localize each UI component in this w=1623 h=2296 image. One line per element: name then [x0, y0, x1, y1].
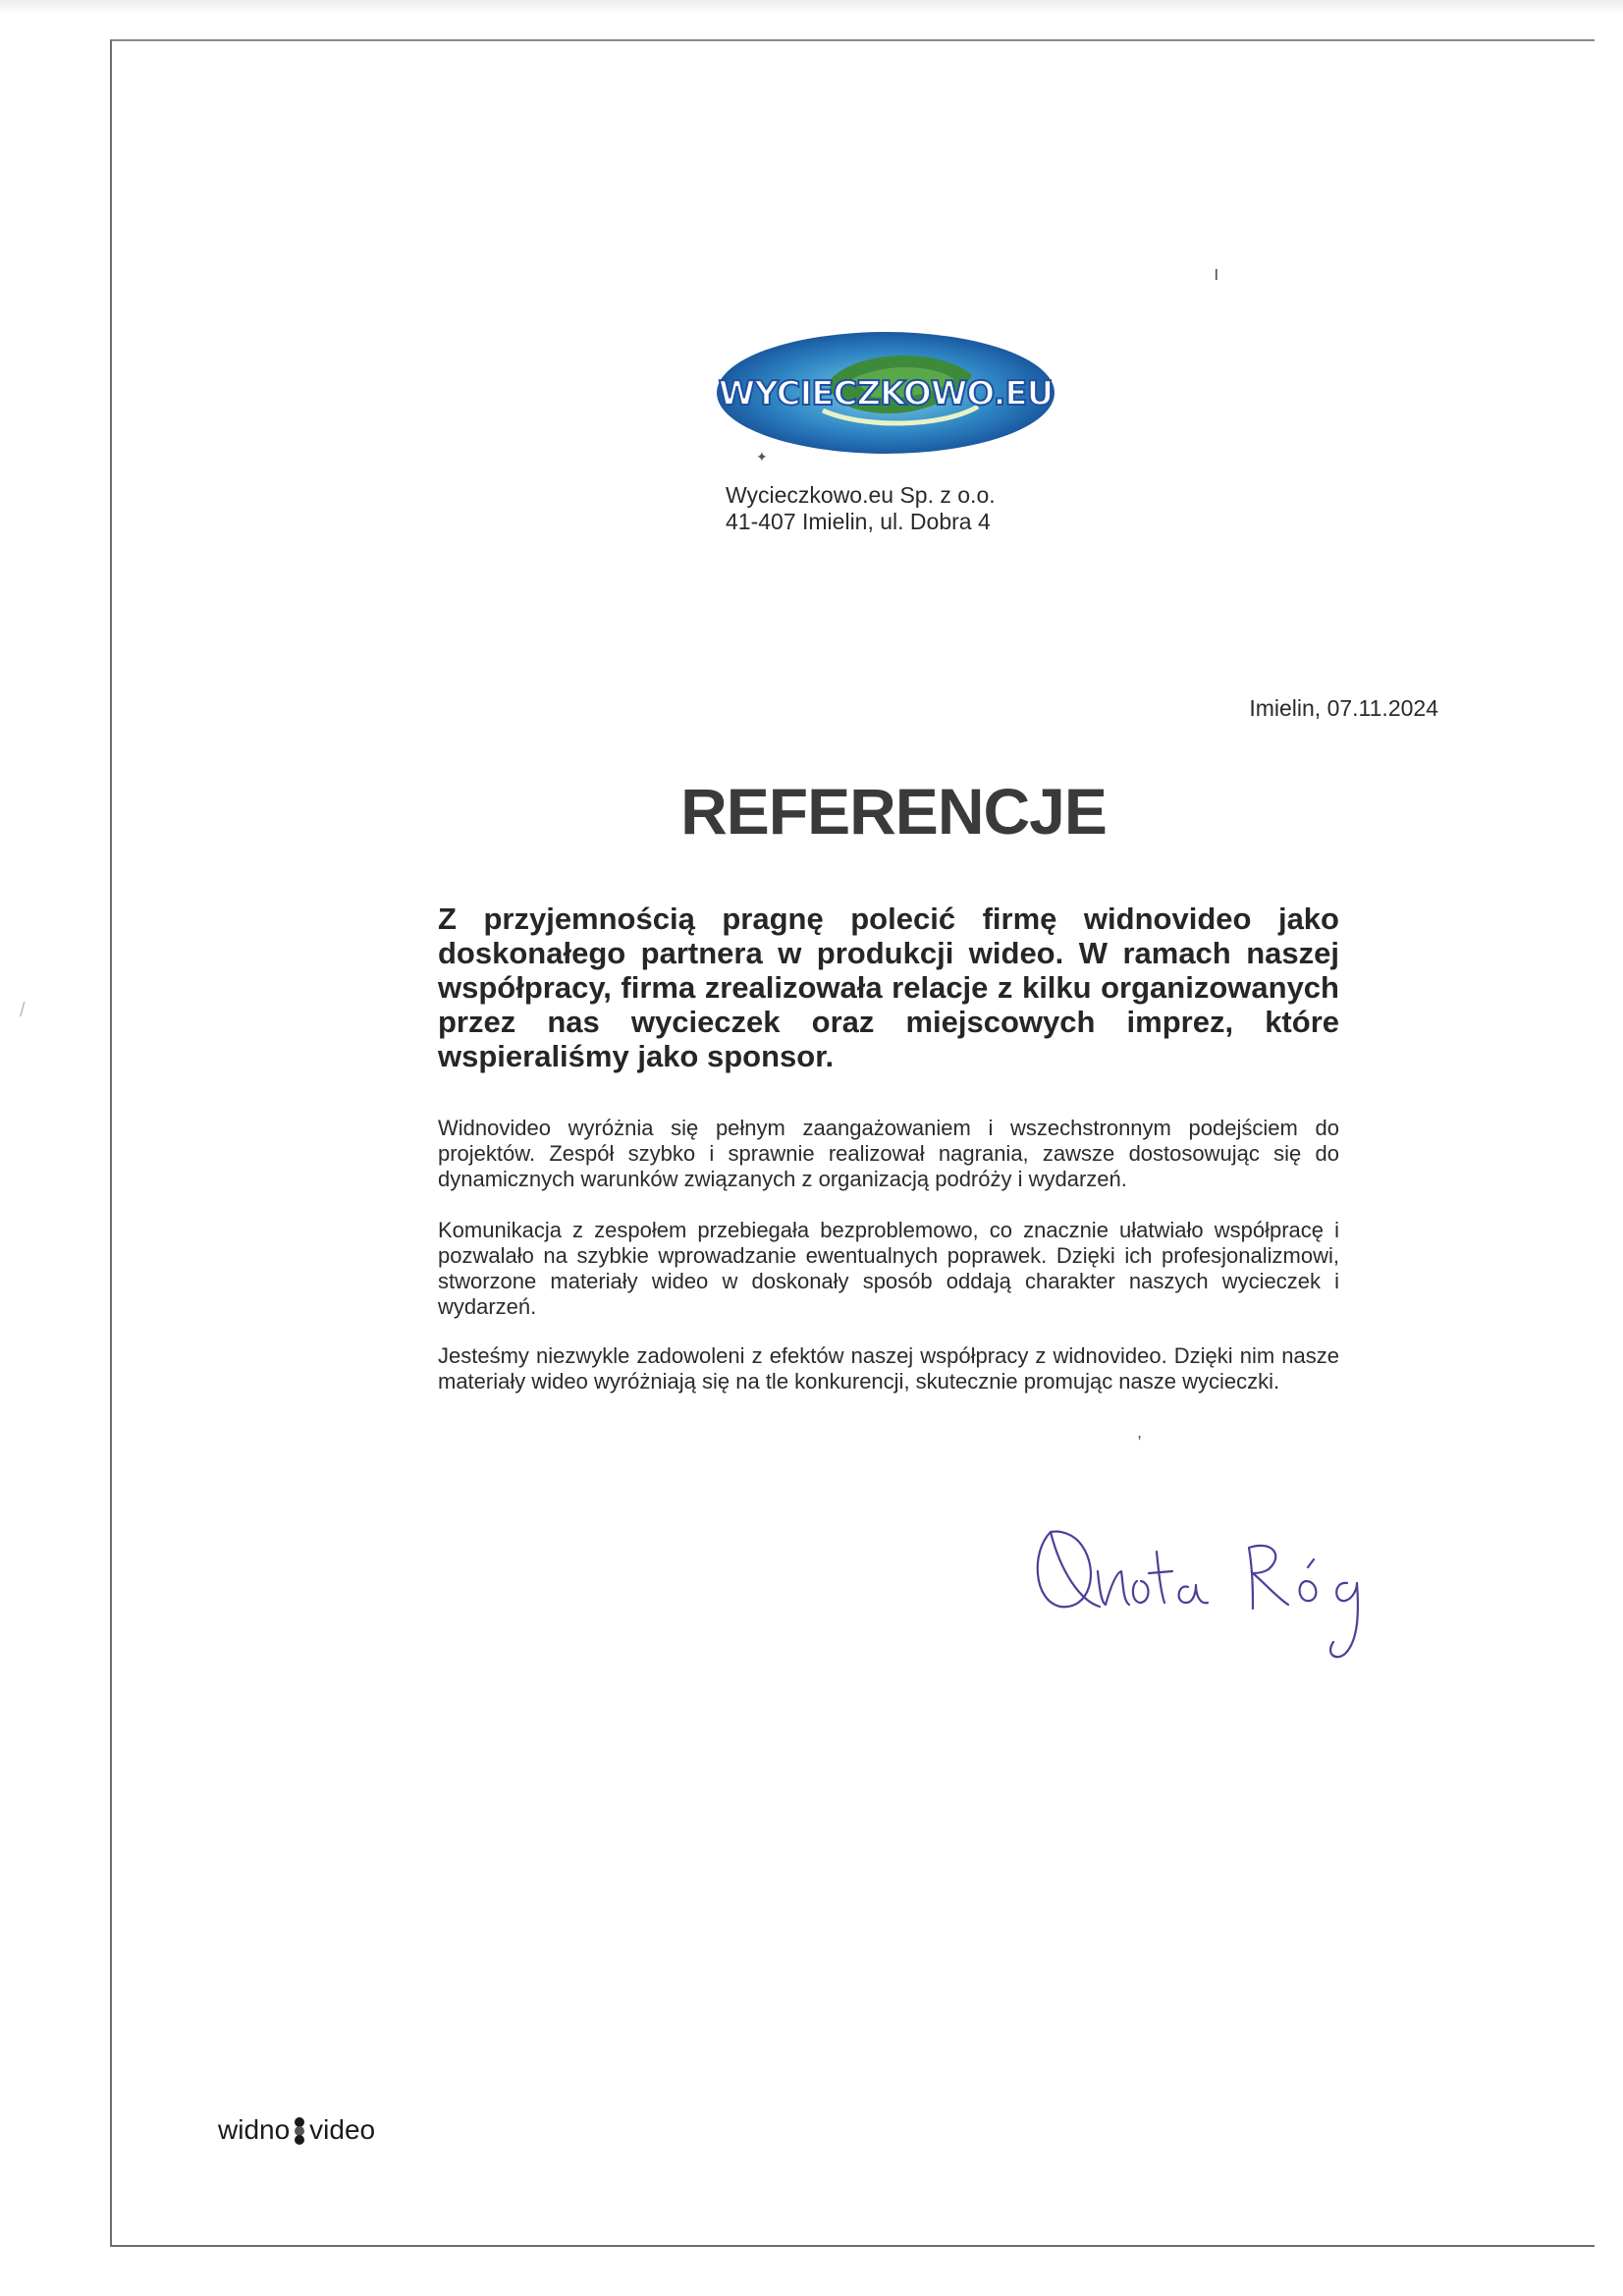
- svg-text:WYCIECZKOWO.EU: WYCIECZKOWO.EU: [718, 374, 1054, 413]
- brand-text-right: video: [309, 2114, 376, 2145]
- company-logo: [715, 330, 1056, 456]
- logo-wordmark: [719, 374, 1053, 413]
- brand-text-left: widno: [218, 2114, 291, 2145]
- document-title: REFERENCJE: [680, 775, 1107, 847]
- handwritten-signature: [1021, 1512, 1394, 1669]
- scan-speck: ı: [1214, 263, 1219, 285]
- intro-paragraph: Z przyjemnością pragnę polecić firmę widnovideo jako doskonałego partnera w produkcji wideo. W ramach naszej współpracy, firma zrealizowała relacje z kilku organizowanych przez nas wycieczek oraz miejscowych imprez, które wspieraliśmy jako sponsor.: [438, 902, 1339, 1073]
- company-address-block: [726, 482, 1138, 535]
- brand-dots-icon: [292, 2115, 307, 2145]
- body-paragraph-1: Widnovideo wyróżnia się pełnym zaangażowaniem i wszechstronnym podejściem do projektów. Zespół szybko i sprawnie realizował nagrania, zawsze dostosowując się do dynamicznych warunków związanych z organizacją podróży i wydarzeń.: [438, 1116, 1339, 1191]
- scan-speck: ✦: [756, 449, 768, 465]
- scan-speck: ,: [1137, 1422, 1143, 1442]
- company-name: Wycieczkowo.eu Sp. z o.o.: [726, 482, 996, 508]
- letter-date: Imielin, 07.11.2024: [1249, 695, 1438, 721]
- scan-speck: /: [20, 1000, 26, 1021]
- company-address: 41-407 Imielin, ul. Dobra 4: [726, 509, 991, 534]
- body-paragraph-3: Jesteśmy niezwykle zadowoleni z efektów naszej współpracy z widnovideo. Dzięki nim nasze materiały wideo wyróżniają się na tle konkurencji, skutecznie promując nasze wycieczki.: [438, 1343, 1339, 1394]
- scan-edge: [0, 0, 1623, 14]
- footer-brand-logo: [218, 2114, 375, 2146]
- body-paragraph-2: Komunikacja z zespołem przebiegała bezproblemowo, co znacznie ułatwiało współpracę i pozwalało na szybkie wprowadzanie ewentualnych poprawek. Dzięki ich profesjonalizmowi, stworzone materiały wideo w doskonały sposób oddają charakter naszych wycieczek i wydarzeń.: [438, 1218, 1339, 1319]
